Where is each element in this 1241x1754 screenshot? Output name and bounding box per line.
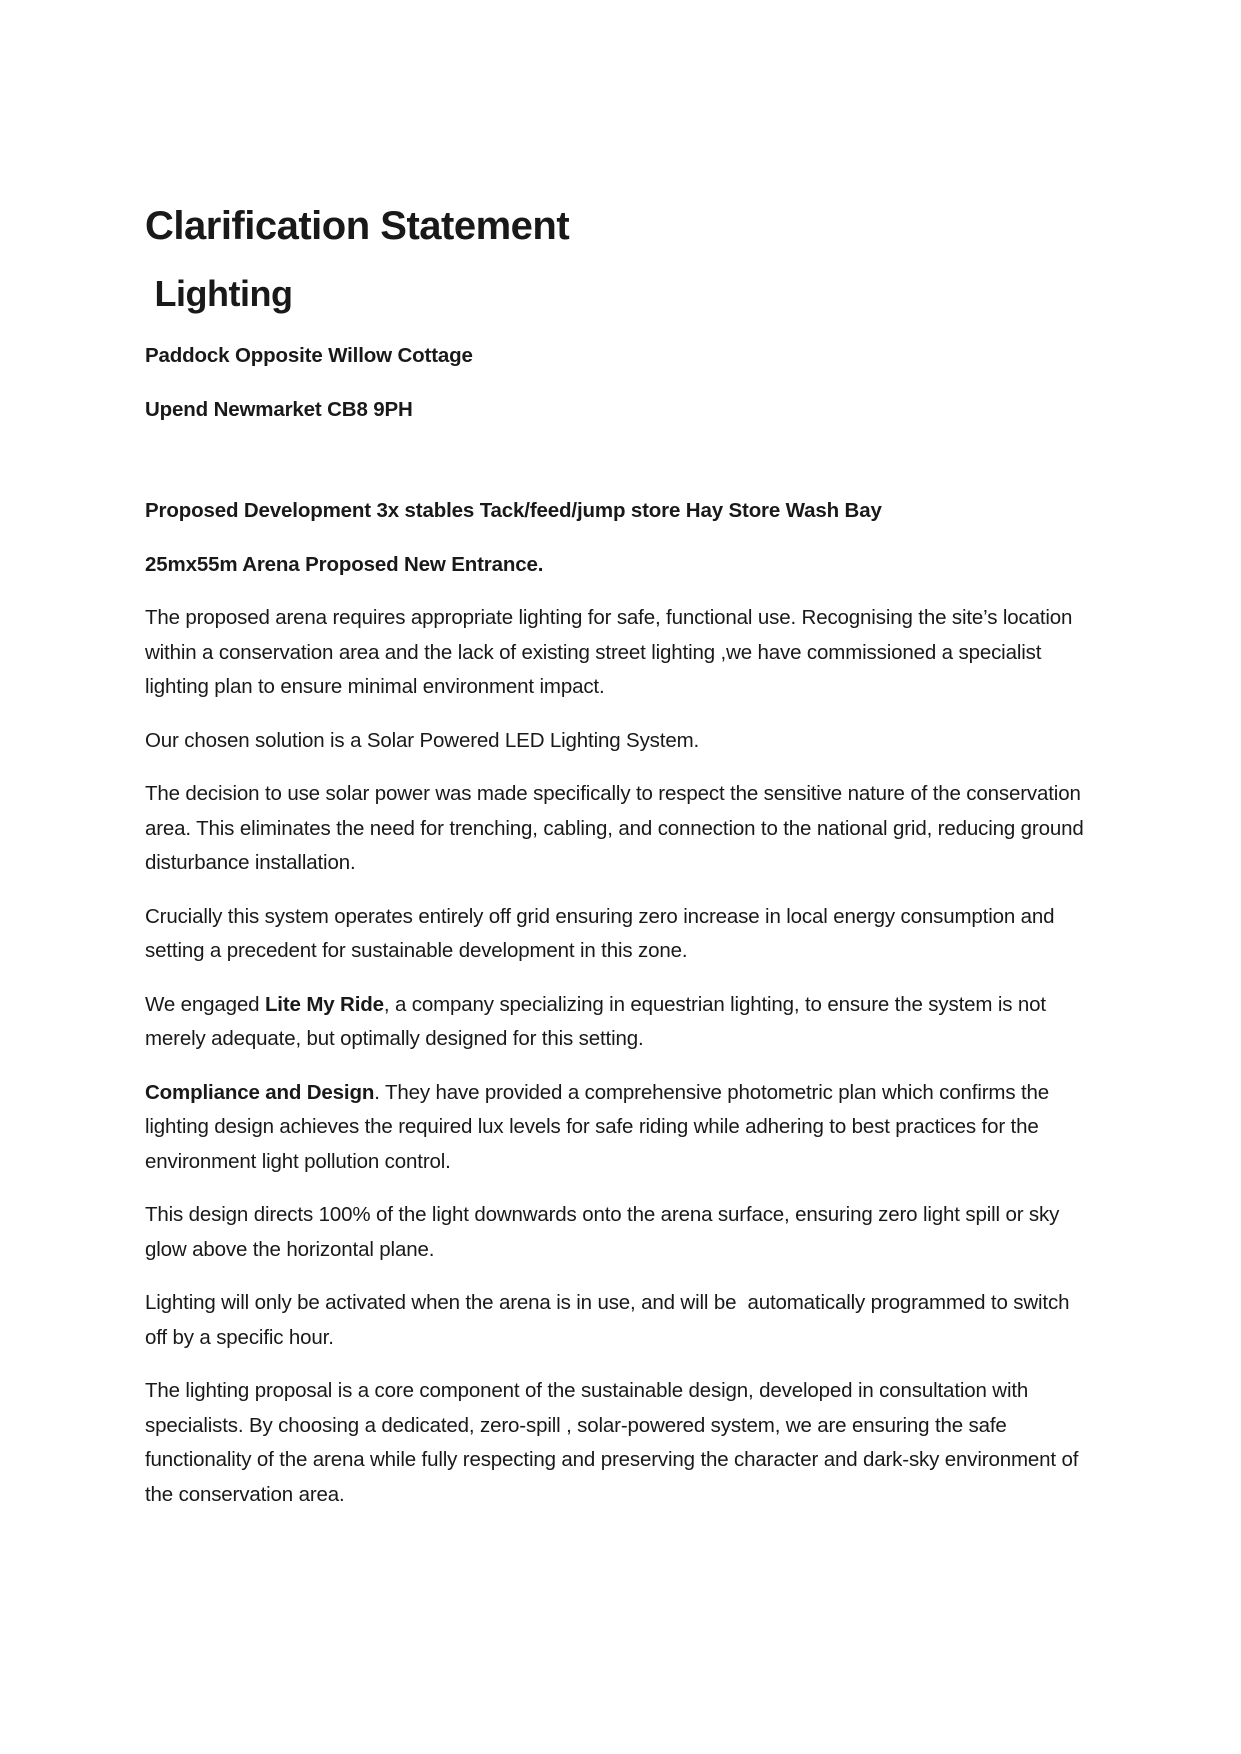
paragraph-run: This design directs 100% of the light downwards onto the arena surface, ensuring zero light spill or sky glow above the horizontal plane.: [145, 1203, 1065, 1261]
paragraph-run: , a company specializing in equestrian lighting, to ensure the system is not merely adequate, but optimally designed for this setting.: [145, 992, 1052, 1050]
document-paragraphs: [145, 601, 1090, 1512]
paragraph-run: . They have provided a comprehensive photometric plan which confirms the lighting design achieves the required lux levels for safe riding while adhering to best practices for the environment light pollution control.: [145, 1080, 1055, 1173]
paragraph-run: The decision to use solar power was made specifically to respect the sensitive nature of the conservation area. This eliminates the need for trenching, cabling, and connection to the national grid, reducing ground disturbance installation.: [145, 782, 1090, 874]
paragraph: [145, 1076, 1090, 1180]
paragraph-run: The lighting proposal is a core component of the sustainable design, developed in consultation with specialists. By choosing a dedicated, zero-spill , solar-powered system, we are ensuring the safe functionality of the arena while fully respecting and preserving the character and dark-sky environment of the conservation area.: [145, 1379, 1084, 1506]
paragraph-run: We engaged: [145, 992, 265, 1016]
paragraph-run: Our chosen solution is a Solar Powered LED Lighting System.: [145, 728, 700, 752]
proposed-development-heading: Proposed Development 3x stables Tack/feed/jump store Hay Store Wash Bay: [145, 499, 882, 522]
paragraph: [145, 1286, 1090, 1355]
paragraph: [145, 777, 1090, 881]
arena-heading: 25mx55m Arena Proposed New Entrance.: [145, 552, 544, 576]
paragraph-run: Crucially this system operates entirely off grid ensuring zero increase in local energy consumption and setting a precedent for sustainable development in this zone.: [145, 904, 1060, 962]
address-line-1: Paddock Opposite Willow Cottage: [145, 344, 473, 367]
paragraph: [145, 724, 1090, 759]
document-title: Clarification Statement: [145, 204, 570, 248]
paragraph-bold-run: Lite My Ride: [264, 992, 384, 1016]
paragraph: [145, 1198, 1090, 1267]
paragraph: [145, 1374, 1090, 1512]
document-content: [145, 202, 1090, 1531]
paragraph-bold-run: Compliance and Design: [145, 1080, 375, 1104]
paragraph: [145, 988, 1090, 1057]
paragraph-run: Lighting will only be activated when the arena is in use, and will be automatically programmed to switch off by a specific hour.: [145, 1291, 1075, 1349]
address-line-2: Upend Newmarket CB8 9PH: [145, 397, 413, 421]
paragraph: [145, 900, 1090, 969]
paragraph-run: The proposed arena requires appropriate lighting for safe, functional use. Recognising the site’s location within a conservation area and the lack of existing street lighting ,we have commissioned a specialist lighting plan to ensure minimal environment impact.: [145, 606, 1078, 698]
document-subtitle: Lighting: [145, 273, 293, 314]
paragraph: [145, 601, 1090, 705]
